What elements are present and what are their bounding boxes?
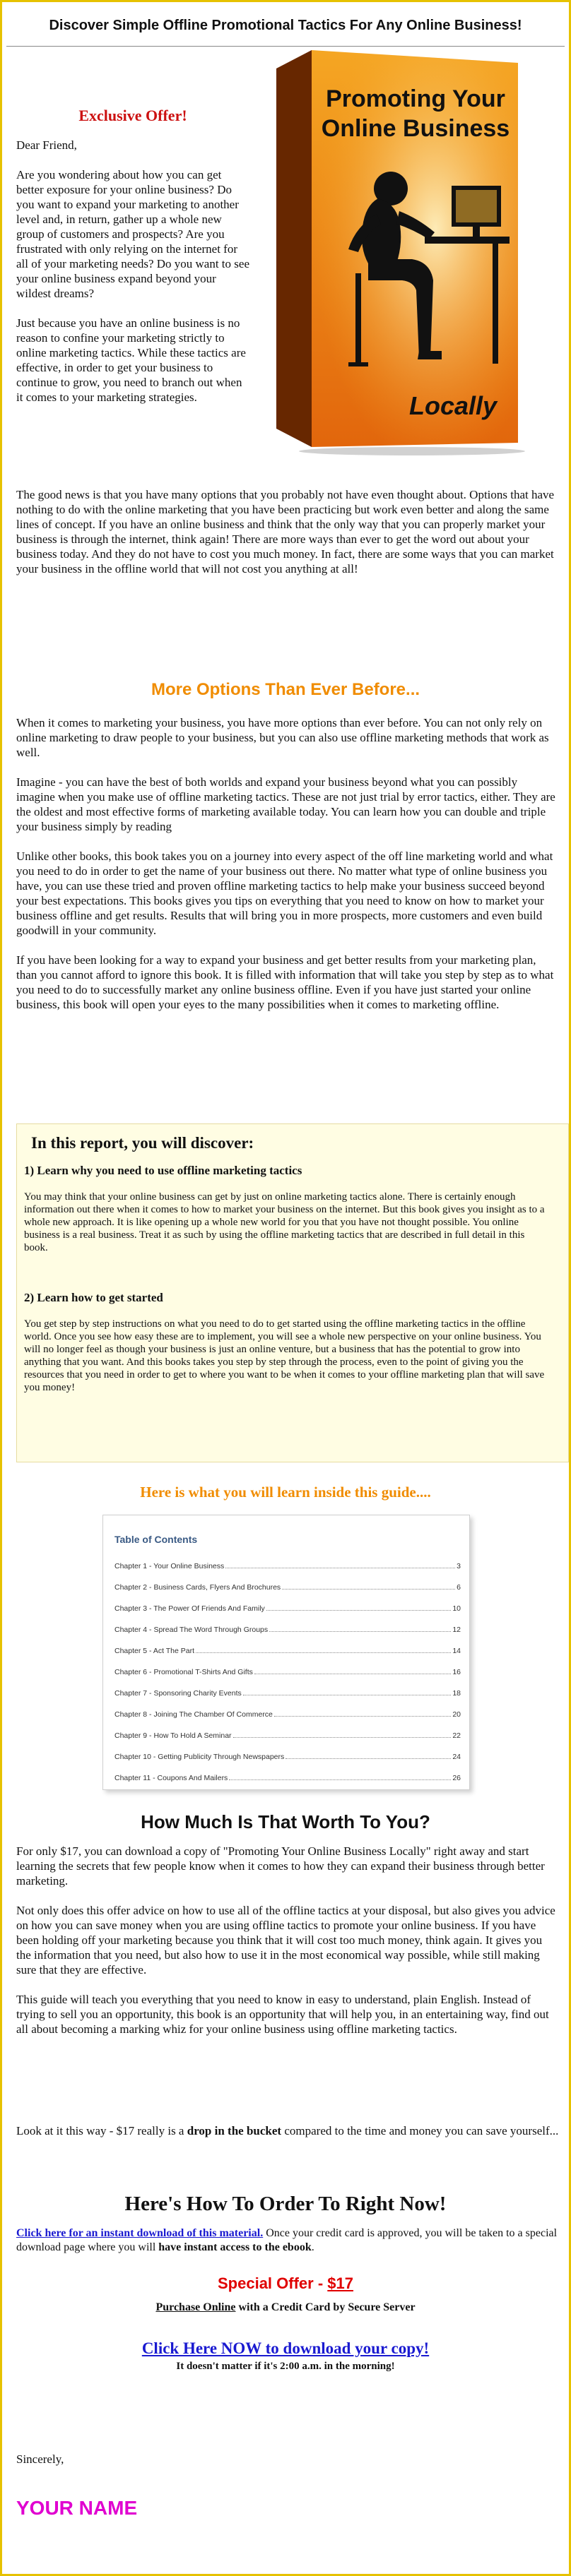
toc-title: Table of Contents — [114, 1534, 198, 1545]
purchase-online-note: Purchase Online with a Credit Card by Secure Server — [155, 2301, 416, 2313]
toc-entry — [114, 1602, 461, 1613]
divider — [6, 46, 565, 47]
worth-paragraph-1: For only $17, you can download a copy of "Promoting Your Online Business Locally" right away and start learning the secrets that few people know when it comes to how they can expand their business through better marketing. — [16, 1844, 545, 1888]
download-now-link[interactable]: Click Here NOW to download your copy! — [141, 2339, 430, 2357]
toc-entry-page: 3 — [457, 1562, 461, 1570]
toc-entry-label: Chapter 10 - Getting Publicity Through Newspapers — [114, 1753, 285, 1761]
toc-entry-label: Chapter 6 - Promotional T-Shirts And Gifts — [114, 1668, 253, 1676]
worth-heading: How Much Is That Worth To You? — [141, 1811, 430, 1832]
discover-box — [16, 1123, 569, 1462]
special-offer: Special Offer - $17 — [218, 2274, 353, 2292]
options-paragraph-1: When it comes to marketing your business, you have more options than ever before. You can not only rely on online marketing to draw people to your business, but you can also use offline marketing methods that work as well. — [16, 716, 549, 759]
options-paragraph-2: Imagine - you can have the best of both worlds and expand your business beyond what you can possibly imagine when you make use of offline marketing tactics. These are not just trial by error tactics, either. They are the oldest and most effective forms of marketing available today. You can learn how you can double and triple your business simply by reading — [16, 775, 555, 833]
toc-entry-page: 20 — [452, 1710, 461, 1719]
toc-entry-page: 6 — [457, 1583, 461, 1592]
download-note: It doesn't matter if it's 2:00 a.m. in the morning! — [176, 2361, 395, 2372]
toc-entry-label: Chapter 11 - Coupons And Mailers — [114, 1774, 228, 1782]
book-title-line2: Online Business — [321, 115, 510, 142]
toc-entry — [114, 1750, 461, 1761]
toc-entry-page: 12 — [452, 1626, 461, 1634]
toc-entry-label: Chapter 1 - Your Online Business — [114, 1562, 225, 1570]
drop-in-bucket-text: drop in the bucket — [187, 2124, 282, 2137]
toc-entry — [114, 1644, 461, 1655]
options-block — [16, 715, 559, 1027]
toc-entry-label: Chapter 5 - Act The Part — [114, 1647, 195, 1655]
toc-entry-page: 26 — [452, 1774, 461, 1782]
intro-paragraph-1: Are you wondering about how you can get better exposure for your online business? Do you want to expand your marketing to another level and, in return, gather up a whole new group of customers and prospects? Are you frustrated with only relying on the internet for all of your marketing needs? Do you want to see your online business expand beyond your wildest dreams? — [16, 168, 249, 300]
toc-entry — [114, 1707, 461, 1719]
toc-entry-page: 10 — [452, 1604, 461, 1613]
discover-item-2-title: 2) Learn how to get started — [24, 1291, 163, 1304]
worth-paragraph-3: This guide will teach you everything that you need to know in easy to understand, plain English. Instead of trying to sell you an opportunity, this book is an opportunity that will help you, in an entertaining way, find out all about becoming a marking whiz for your online business using offline marketing tactics. — [16, 1993, 549, 2036]
toc-entry-label: Chapter 9 - How To Hold A Seminar — [114, 1731, 232, 1740]
book-title-line1: Promoting Your — [326, 85, 505, 112]
instant-download-link[interactable]: Click here for an instant download of this material. — [16, 2227, 264, 2239]
toc-entry — [114, 1580, 461, 1592]
options-paragraph-3: Unlike other books, this book takes you on a journey into every aspect of the off line marketing world and what you need to do in order to get the name of your business out there. No matter what type of online business you have, you can use these tried and proven offline marketing tactics to help make your business succeed beyond your best expectations. This books gives you tips on everything that you need to know on how to market your business offline and get results. Results that will bring you in more prospects, more customers and even build goodwill in your community. — [16, 849, 553, 937]
good-news-block — [16, 487, 559, 591]
toc-entry-page: 18 — [452, 1689, 461, 1698]
signature-name: YOUR NAME — [16, 2497, 138, 2519]
toc-entry-label: Chapter 2 - Business Cards, Flyers And Brochures — [114, 1583, 281, 1592]
discover-item-1-title: 1) Learn why you need to use offline marketing tactics — [24, 1164, 302, 1177]
look-at-it-block — [16, 2123, 559, 2153]
toc-entry-page: 22 — [452, 1731, 461, 1740]
toc-entry-page: 14 — [452, 1647, 461, 1655]
options-heading: More Options Than Ever Before... — [151, 680, 420, 699]
instant-access-text: have instant access to the ebook — [158, 2241, 312, 2253]
price: $17 — [327, 2274, 353, 2292]
discover-item-1-text: You may think that your online business can get by just on online marketing tactics alone. There is certainly enough information out there when it comes to how to market your business on the internet. But this book gives you insight as to a whole new approach. It is like opening up a whole new world for you that you have not thought possible. You online business is a real business. Treat it as such by using the offline marketing tactics that are described in full detail in this book. — [24, 1191, 545, 1253]
guide-heading: Here is what you will learn inside this guide.... — [140, 1484, 431, 1501]
toc-entry — [114, 1729, 461, 1740]
toc-entry-label: Chapter 4 - Spread The Word Through Groups — [114, 1626, 269, 1634]
order-block — [16, 2226, 559, 2270]
download-now — [2, 2339, 569, 2358]
toc-entry — [114, 1559, 461, 1570]
exclusive-offer-title: Exclusive Offer! — [78, 107, 187, 124]
discover-heading: In this report, you will discover: — [31, 1134, 254, 1152]
discover-item-2-text: You get step by step instructions on what you need to do to get started using the offline marketing tactics in the offline world. Once you see how easy these are to implement, you will see a whole new perspective on your online business. You will no longer feel as though your business is just an online venture, but a business that has the potential to grow into anything that you want. And this books takes you step by step through the process, even to the point of giving you the resources that you need in order to get to where you want to be when it comes to your offline marketing plan that will save you money! — [24, 1318, 545, 1393]
toc-entry-page: 24 — [452, 1753, 461, 1761]
page-headline: Discover Simple Offline Promotional Tactics For Any Online Business! — [49, 18, 522, 33]
ebook-cover-image — [271, 47, 525, 457]
sign-off: Sincerely, — [16, 2452, 64, 2466]
toc-page — [102, 1515, 470, 1790]
greeting: Dear Friend, — [16, 138, 77, 152]
good-news-paragraph: The good news is that you have many options that you probably not have even thought about. Options that have nothing to do with the online marketing that you have been practicing but work even better and along the same lines of concept. If you have an online business and think that the only way that you can properly market your business is through the internet, think again! There are more ways than ever to get the word out about your business today. And they do not have to cost you much money. In fact, there are some ways that you can market your business in the offline world that will not cost you anything at all! — [16, 488, 555, 576]
toc-entry — [114, 1771, 461, 1782]
book-subtitle: Locally — [408, 391, 498, 420]
intro-block — [16, 138, 249, 419]
worth-paragraph-2: Not only does this offer advice on how to use all of the offline tactics at your disposal, but also gives you advice on how you can save money when you are using offline tactics to promote your online business. If you have been holding off your marketing because you think that it will cost too much money, think again. It gives you the information that you need, but also how to use it in the most economical way possible, while still making sure that they are effective. — [16, 1904, 555, 1976]
intro-paragraph-2: Just because you have an online business is no reason to confine your marketing strictly to online marketing tactics. While these tactics are effective, in order to get your business to continue to grow, you need to branch out when it comes to your marketing strategies. — [16, 316, 246, 404]
toc-entry-page: 16 — [452, 1668, 461, 1676]
order-paragraph: Click here for an instant download of this material. Once your credit card is approved, you will be taken to a special download page where you will have instant access to the ebook. — [16, 2227, 558, 2253]
toc-entry — [114, 1686, 461, 1698]
table-of-contents-image — [98, 1512, 480, 1794]
order-heading: Here's How To Order To Right Now! — [124, 2193, 447, 2215]
toc-entry-label: Chapter 3 - The Power Of Friends And Family — [114, 1604, 265, 1613]
toc-entry — [114, 1665, 461, 1676]
toc-entry-label: Chapter 8 - Joining The Chamber Of Commerce — [114, 1710, 273, 1719]
worth-block — [16, 1844, 559, 2051]
toc-entry-label: Chapter 7 - Sponsoring Charity Events — [114, 1689, 242, 1698]
options-paragraph-4: If you have been looking for a way to expand your business and get better results from your marketing plan, than you cannot afford to ignore this book. It is filled with information that will take you step by step as to what you need to do to successfully market any online business offline. Even if you have just started your online business, this book will open your eyes to the many possibilities when it comes to marketing offline. — [16, 953, 554, 1011]
toc-entry — [114, 1623, 461, 1634]
look-at-it-paragraph: Look at it this way - $17 really is a drop in the bucket compared to the time and money you can save yourself... — [16, 2124, 559, 2137]
